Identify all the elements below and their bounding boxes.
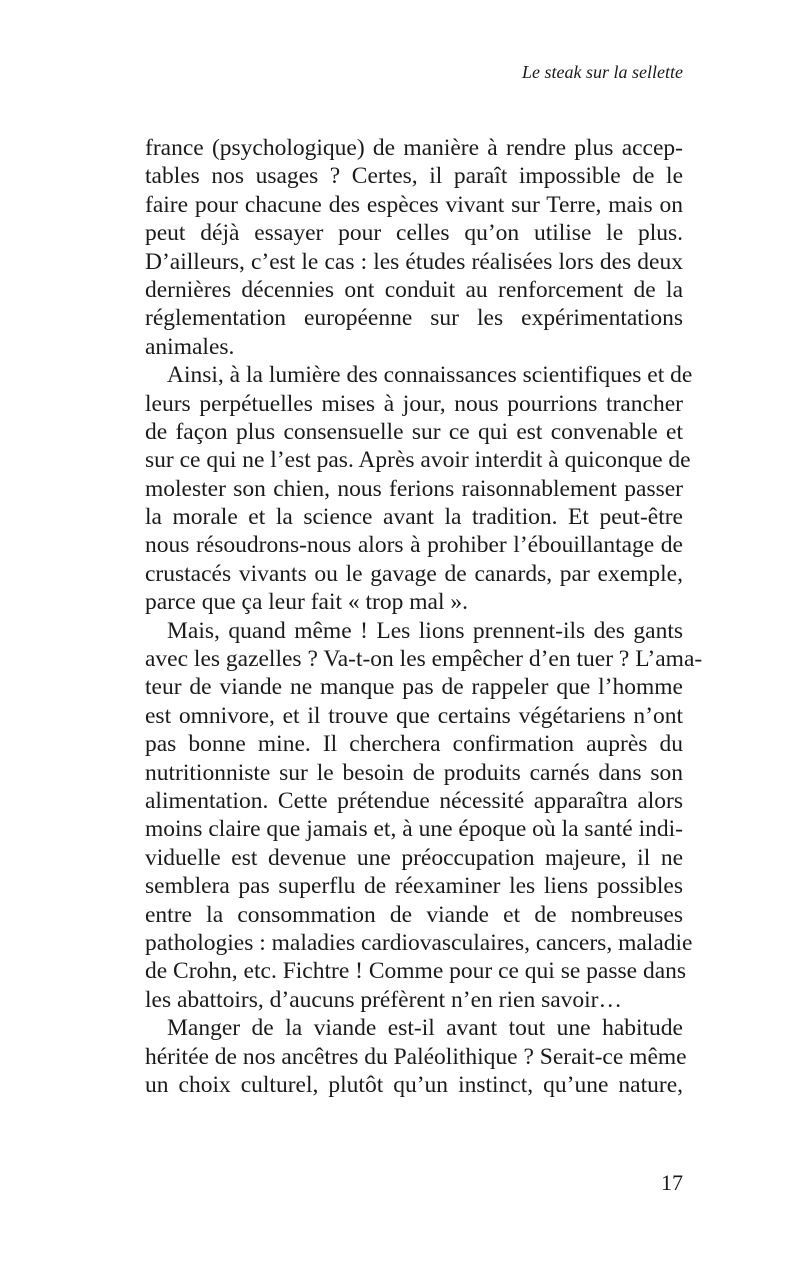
text-line: de façon plus consensuelle sur ce qui est convenable et [145, 418, 683, 445]
text-line: réglementation européenne sur les expérimentations [145, 305, 683, 332]
text-line: un choix culturel, plutôt qu’un instinct, qu’une nature, [145, 1071, 683, 1098]
text-line: viduelle est devenue une préoccupation majeure, il ne [145, 844, 683, 871]
text-line: dernières décennies ont conduit au renforcement de la [145, 276, 683, 303]
text-line: france (psychologique) de manière à rendre plus accep- [145, 135, 683, 161]
text-line: les abattoirs, d’aucuns préfèrent n’en rien savoir… [145, 986, 622, 1013]
text-line: moins claire que jamais et, à une époque où la santé indi- [145, 816, 683, 843]
text-line: alimentation. Cette prétendue nécessité apparaîtra alors [145, 787, 683, 814]
text-line: nous résoudrons-nous alors à prohiber l’ébouillantage de [145, 532, 683, 559]
text-line: Ainsi, à la lumière des connaissances scientifiques et de [167, 362, 693, 389]
text-line: teur de viande ne manque pas de rappeler que l’homme [145, 674, 683, 701]
text-line: parce que ça leur fait « trop mal ». [145, 589, 468, 616]
text-line: pathologies : maladies cardiovasculaires, cancers, maladie [145, 929, 693, 956]
text-line: molester son chien, nous ferions raisonnablement passer [145, 475, 683, 502]
text-line: faire pour chacune des espèces vivant sur Terre, mais on [145, 191, 683, 218]
text-line: nutritionniste sur le besoin de produits carnés dans son [145, 759, 683, 786]
text-line: entre la consommation de viande et de nombreuses [145, 901, 683, 928]
text-line: Mais, quand même ! Les lions prennent-ils des gants [167, 617, 683, 644]
text-line: Manger de la viande est-il avant tout une habitude [167, 1015, 683, 1042]
text-line: est omnivore, et il trouve que certains végétariens n’ont [145, 702, 683, 729]
text-line: peut déjà essayer pour celles qu’on utilise le plus. [145, 220, 683, 247]
body-text [145, 134, 703, 1099]
text-line: tables nos usages ? Certes, il paraît impossible de le [145, 163, 683, 190]
running-header: Le steak sur la sellette [522, 62, 683, 82]
text-line: pas bonne mine. Il cherchera confirmation auprès du [145, 731, 683, 758]
text-line: sur ce qui ne l’est pas. Après avoir interdit à quiconque de [145, 447, 691, 474]
text-line: animales. [145, 333, 235, 360]
text-line: de Crohn, etc. Fichtre ! Comme pour ce qui se passe dans [145, 958, 687, 985]
text-line: D’ailleurs, c’est le cas : les études réalisées lors des deux [145, 248, 683, 275]
text-line: héritée de nos ancêtres du Paléolithique ? Serait-ce même [145, 1043, 687, 1070]
text-line: crustacés vivants ou le gavage de canards, par exemple, [145, 560, 683, 587]
text-line: avec les gazelles ? Va-t-on les empêcher d’en tuer ? L’ama- [145, 646, 703, 673]
page-number: 17 [661, 1170, 683, 1195]
text-line: semblera pas superflu de réexaminer les liens possibles [145, 873, 683, 900]
text-line: leurs perpétuelles mises à jour, nous pourrions trancher [145, 390, 683, 417]
text-line: la morale et la science avant la tradition. Et peut-être [145, 504, 683, 531]
